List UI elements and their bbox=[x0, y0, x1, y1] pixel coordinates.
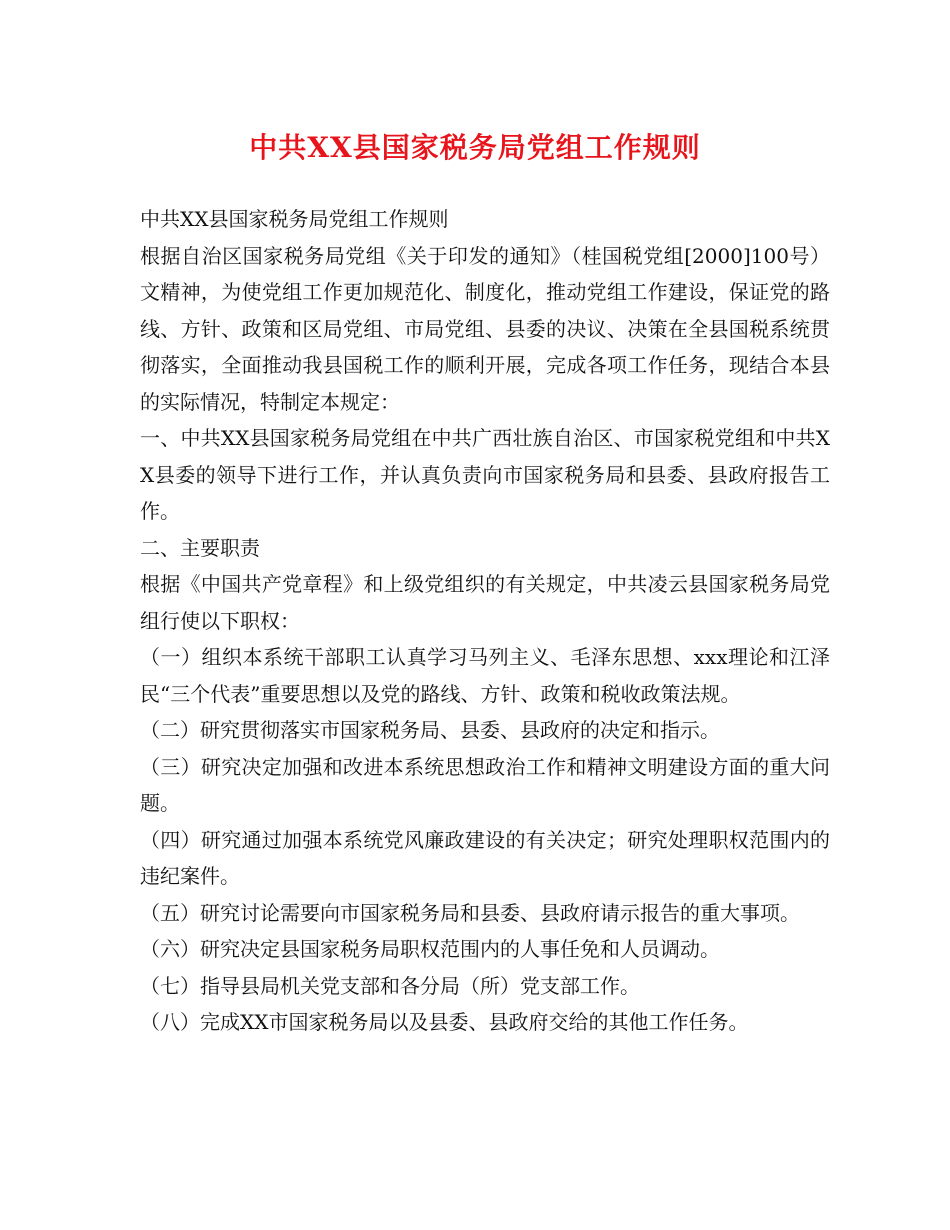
document-title: 中共XX县国家税务局党组工作规则 bbox=[249, 131, 701, 164]
preamble-paragraph: 根据自治区国家税务局党组《关于印发的通知》（桂国税党组[2000]100号）文精神，为使党组工作更加规范化、制度化，推动党组工作建设，保证党的路线、方针、政策和区局党组、市局党组、县委的决议、决策在全县国税系统贯彻落实，全面推动我县国税工作的顺利开展，完成各项工作任务，现结合本县的实际情况，特制定本规定： bbox=[140, 243, 830, 414]
duty-item-6: （六）研究决定县国家税务局职权范围内的人事任免和人员调动。 bbox=[140, 937, 720, 961]
duty-item-1: （一）组织本系统干部职工认真学习马列主义、毛泽东思想、xxx理论和江泽民“三个代表”重要思想以及党的路线、方针、政策和税收政策法规。 bbox=[140, 645, 830, 706]
duty-item-4: （四）研究通过加强本系统党风廉政建设的有关决定；研究处理职权范围内的违纪案件。 bbox=[140, 827, 830, 888]
duty-item-2: （二）研究贯彻落实市国家税务局、县委、县政府的决定和指示。 bbox=[140, 718, 720, 742]
duty-item-5: （五）研究讨论需要向市国家税务局和县委、县政府请示报告的重大事项。 bbox=[140, 900, 800, 925]
section-heading-main-duties: 二、主要职责 bbox=[140, 535, 260, 560]
duty-item-8: （八）完成XX市国家税务局以及县委、县政府交给的其他工作任务。 bbox=[140, 1010, 749, 1034]
duty-item-7: （七）指导县局机关党支部和各分局（所）党支部工作。 bbox=[140, 973, 640, 998]
duty-item-3: （三）研究决定加强和改进本系统思想政治工作和精神文明建设方面的重大问题。 bbox=[140, 754, 830, 815]
duties-intro-paragraph: 根据《中国共产党章程》和上级党组织的有关规定，中共凌云县国家税务局党组行使以下职权： bbox=[140, 572, 830, 633]
document-body bbox=[140, 201, 830, 1041]
subtitle-paragraph: 中共XX县国家税务局党组工作规则 bbox=[140, 207, 449, 231]
article-one-paragraph: 一、中共XX县国家税务局党组在中共广西壮族自治区、市国家税党组和中共XX县委的领导下进行工作，并认真负责向市国家税务局和县委、县政府报告工作。 bbox=[140, 426, 830, 523]
